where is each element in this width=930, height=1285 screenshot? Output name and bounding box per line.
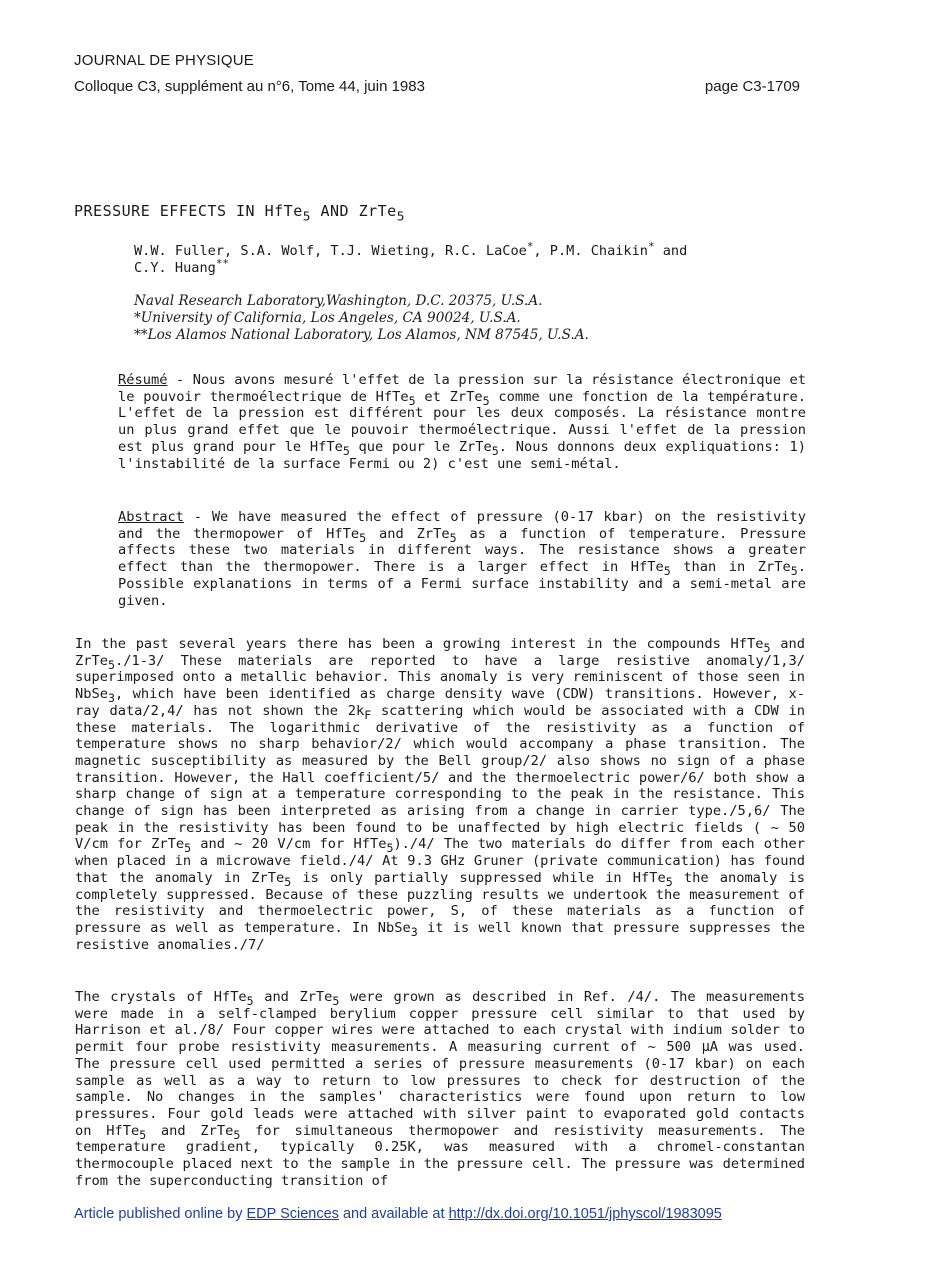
edp-sciences-link[interactable]: EDP Sciences <box>246 1206 339 1222</box>
paper-title: PRESSURE EFFECTS IN HfTe$_5$ AND ZrTe$_5$ <box>74 202 405 225</box>
resume-paragraph: Résumé - Nous avons mesuré l'effet de la pression sur la résistance électronique et le pouvoir thermoélectrique de HfTe$_5$ et ZrTe$_5$ comme une fonction de la température. L'effet de la pression est différent pour les deux composés. La résistance montre un plus grand effet que le pouvoir thermoélectrique. Aussi l'effet de la pression est plus grand pour le HfTe$_5$ que pour le ZrTe$_5$. Nous donnons deux expliquations: 1) l'instabilité de la surface Fermi ou 2) c'est une semi-métal. <box>118 372 807 472</box>
affiliation-line: **Los Alamos National Laboratory, Los Alamos, NM 87545, U.S.A. <box>134 327 589 343</box>
abstract-paragraph: Abstract - We have measured the effect of pressure (0-17 kbar) on the resistivity and the thermopower of HfTe$_5$ and ZrTe$_5$ as a function of temperature. Pressure affects these two materials in different ways. The resistance shows a greater effect than the thermopower. There is a larger effect in HfTe$_5$ than in ZrTe$_5$. Possible explanations in terms of a Fermi surface instability and a semi-metal are given. <box>118 509 807 609</box>
doi-link[interactable]: http://dx.doi.org/10.1051/jphyscol/1983095 <box>448 1206 722 1222</box>
affiliations <box>134 293 794 344</box>
resume-label: Résumé <box>118 372 168 388</box>
abstract-label: Abstract <box>118 509 184 525</box>
page-number: page C3-1709 <box>704 78 800 95</box>
publication-footer: Article published online by EDP Sciences and available at http://dx.doi.org/10.1051/jphyscol/1983095 <box>74 1206 722 1222</box>
affiliation-line: Naval Research Laboratory,Washington, D.C. 20375, U.S.A. <box>134 293 543 309</box>
author-list: W.W. Fuller, S.A. Wolf, T.J. Wieting, R.C. LaCoe*, P.M. Chaikin* and C.Y. Huang** <box>134 240 688 276</box>
body-paragraph-1: In the past several years there has been a growing interest in the compounds HfTe$_5$ and ZrTe$_5$./1-3/ These materials are reported to have a large resistive anomaly/1,3/ superimposed onto a metallic behavior. This anomaly is very reminiscent of those seen in NbSe$_3$, which have been identified as charge density wave (CDW) transitions. However, x-ray data/2,4/ has not shown the $2k_F$ scattering which would be associated with a CDW in these materials. The logarithmic derivative of the resistivity as a function of temperature shows no sharp behavior/2/ which would accompany a phase transition. The magnetic susceptibility as measured by the Bell group/2/ also shows no sign of a phase transition. However, the Hall coefficient/5/ and the thermoelectric power/6/ both show a sharp change of sign at a temperature corresponding to the peak in the resistance. This change of sign has been interpreted as arising from a change in carrier type./5,6/ The peak in the resistivity has been found to be unaffected by high electric fields ( ~ 50 V/cm for ZrTe$_5$ and ~ 20 V/cm for HfTe$_5$)./4/ The two materials do differ from each other when placed in a microwave field./4/ At 9.3 GHz Gruner (private communication) has found that the anomaly in ZrTe$_5$ is only partially suppressed while in HfTe$_5$ the anomaly is completely suppressed. Because of these puzzling results we undertook the measurement of the resistivity and thermoelectric power, S, of these materials as a function of pressure as well as temperature. In NbSe$_3$ it is well known that pressure suppresses the resistive anomalies./7/ <box>75 636 805 953</box>
journal-name: JOURNAL DE PHYSIQUE <box>74 52 254 69</box>
affiliation-line: *University of California, Los Angeles, CA 90024, U.S.A. <box>134 310 521 326</box>
body-paragraph-2: The crystals of HfTe$_5$ and ZrTe$_5$ were grown as described in Ref. /4/. The measurements were made in a self-clamped berylium copper pressure cell similar to that used by Harrison et al./8/ Four copper wires were attached to each crystal with indium solder to permit four probe resistivity measurements. A measuring current of ~ 500 μA was used. The pressure cell used permitted a series of pressure measurements (0-17 kbar) on each sample as well as a way to return to low pressures to check for destruction of the sample. No changes in the samples' characteristics were found upon return to low pressures. Four gold leads were attached with silver paint to evaporated gold contacts on HfTe$_5$ and ZrTe$_5$ for simultaneous thermopower and resistivity measurements. The temperature gradient, typically 0.25K, was measured with a chromel-constantan thermocouple placed next to the sample in the pressure cell. The pressure was determined from the superconducting transition of <box>75 989 806 1189</box>
issue-info: Colloque C3, supplément au n°6, Tome 44, juin 1983 <box>74 78 425 95</box>
